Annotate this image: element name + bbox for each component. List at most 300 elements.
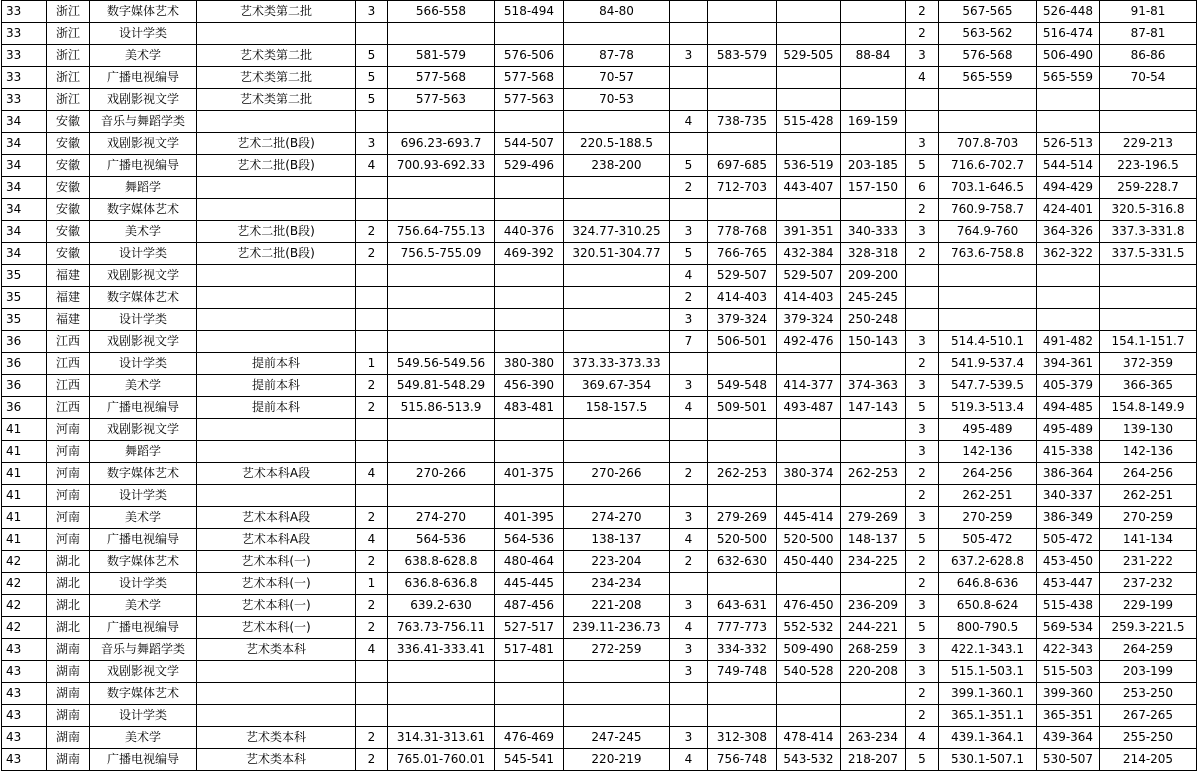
cell-rank-range-a (495, 309, 564, 331)
cell-province-code: 36 (2, 397, 47, 419)
cell-rank-range-a (495, 111, 564, 133)
cell-count-b: 2 (670, 463, 708, 485)
cell-specialty-range-a: 138-137 (564, 529, 670, 551)
cell-score-range-a: 581-579 (388, 45, 495, 67)
cell-score-range-b: 509-501 (708, 397, 777, 419)
cell-batch: 艺术本科A段 (197, 529, 356, 551)
cell-score-range-c: 646.8-636 (939, 573, 1037, 595)
cell-specialty-range-a: 84-80 (564, 1, 670, 23)
cell-specialty-range-b: 203-185 (841, 155, 906, 177)
cell-score-range-a (388, 441, 495, 463)
table-row (2, 441, 1197, 463)
cell-count-b: 4 (670, 397, 708, 419)
cell-count-c: 5 (906, 617, 939, 639)
cell-count-a: 4 (356, 639, 388, 661)
cell-specialty-range-b (841, 23, 906, 45)
cell-score-range-c: 565-559 (939, 67, 1037, 89)
cell-count-c: 3 (906, 419, 939, 441)
cell-specialty-range-b: 220-208 (841, 661, 906, 683)
cell-score-range-c: 142-136 (939, 441, 1037, 463)
cell-province: 安徽 (47, 243, 90, 265)
table-row (2, 529, 1197, 551)
cell-province: 江西 (47, 331, 90, 353)
cell-batch: 提前本科 (197, 375, 356, 397)
cell-count-c: 2 (906, 243, 939, 265)
cell-specialty-range-c: 139-130 (1100, 419, 1197, 441)
cell-specialty-range-c (1100, 309, 1197, 331)
cell-major: 数字媒体艺术 (90, 199, 197, 221)
cell-specialty-range-c: 142-136 (1100, 441, 1197, 463)
table-row (2, 463, 1197, 485)
cell-count-a: 2 (356, 397, 388, 419)
cell-province-code: 35 (2, 309, 47, 331)
cell-batch: 艺术类本科 (197, 639, 356, 661)
cell-specialty-range-c: 229-213 (1100, 133, 1197, 155)
table-row (2, 155, 1197, 177)
cell-specialty-range-a: 272-259 (564, 639, 670, 661)
cell-batch (197, 265, 356, 287)
cell-major: 数字媒体艺术 (90, 287, 197, 309)
cell-score-range-b: 334-332 (708, 639, 777, 661)
cell-count-c: 2 (906, 199, 939, 221)
cell-specialty-range-a: 70-53 (564, 89, 670, 111)
table-row (2, 397, 1197, 419)
cell-specialty-range-c: 253-250 (1100, 683, 1197, 705)
cell-province: 湖北 (47, 551, 90, 573)
table-row (2, 309, 1197, 331)
cell-rank-range-a (495, 661, 564, 683)
cell-rank-range-b (777, 23, 841, 45)
cell-rank-range-b: 529-507 (777, 265, 841, 287)
cell-count-b (670, 573, 708, 595)
cell-count-a (356, 331, 388, 353)
cell-province: 福建 (47, 265, 90, 287)
cell-count-c: 3 (906, 133, 939, 155)
cell-score-range-c: 650.8-624 (939, 595, 1037, 617)
cell-count-b: 3 (670, 309, 708, 331)
cell-province: 安徽 (47, 221, 90, 243)
cell-count-c: 3 (906, 331, 939, 353)
cell-count-a: 2 (356, 595, 388, 617)
cell-score-range-c: 422.1-343.1 (939, 639, 1037, 661)
cell-rank-range-c: 405-379 (1037, 375, 1100, 397)
cell-major: 广播电视编导 (90, 155, 197, 177)
cell-rank-range-b (777, 441, 841, 463)
cell-rank-range-c: 453-450 (1037, 551, 1100, 573)
cell-major: 数字媒体艺术 (90, 1, 197, 23)
cell-count-b (670, 419, 708, 441)
cell-province: 浙江 (47, 1, 90, 23)
cell-score-range-b: 632-630 (708, 551, 777, 573)
cell-score-range-b: 756-748 (708, 749, 777, 771)
cell-rank-range-b (777, 199, 841, 221)
cell-specialty-range-c: 141-134 (1100, 529, 1197, 551)
table-row (2, 67, 1197, 89)
cell-count-a: 5 (356, 89, 388, 111)
cell-rank-range-c: 453-447 (1037, 573, 1100, 595)
cell-score-range-c: 264-256 (939, 463, 1037, 485)
table-row (2, 111, 1197, 133)
cell-rank-range-a: 527-517 (495, 617, 564, 639)
cell-major: 舞蹈学 (90, 177, 197, 199)
cell-major: 广播电视编导 (90, 749, 197, 771)
cell-province-code: 34 (2, 177, 47, 199)
cell-rank-range-c: 491-482 (1037, 331, 1100, 353)
cell-score-range-b: 279-269 (708, 507, 777, 529)
cell-major: 设计学类 (90, 573, 197, 595)
cell-rank-range-a (495, 199, 564, 221)
cell-score-range-c (939, 287, 1037, 309)
cell-rank-range-c: 399-360 (1037, 683, 1100, 705)
cell-specialty-range-c: 255-250 (1100, 727, 1197, 749)
cell-score-range-a: 577-563 (388, 89, 495, 111)
cell-rank-range-a: 401-375 (495, 463, 564, 485)
cell-major: 设计学类 (90, 243, 197, 265)
cell-province: 安徽 (47, 111, 90, 133)
cell-rank-range-a: 445-445 (495, 573, 564, 595)
cell-specialty-range-a (564, 331, 670, 353)
cell-count-b: 2 (670, 287, 708, 309)
cell-count-c: 2 (906, 705, 939, 727)
cell-province: 浙江 (47, 89, 90, 111)
cell-specialty-range-b (841, 441, 906, 463)
cell-count-b: 3 (670, 661, 708, 683)
cell-rank-range-a (495, 683, 564, 705)
cell-batch (197, 419, 356, 441)
cell-score-range-a (388, 199, 495, 221)
cell-specialty-range-b: 218-207 (841, 749, 906, 771)
cell-specialty-range-c: 91-81 (1100, 1, 1197, 23)
cell-score-range-c: 563-562 (939, 23, 1037, 45)
cell-count-a (356, 705, 388, 727)
cell-count-c: 3 (906, 595, 939, 617)
cell-score-range-c (939, 265, 1037, 287)
cell-score-range-a: 577-568 (388, 67, 495, 89)
cell-specialty-range-b: 245-245 (841, 287, 906, 309)
cell-major: 设计学类 (90, 23, 197, 45)
cell-major: 设计学类 (90, 705, 197, 727)
cell-rank-range-a: 469-392 (495, 243, 564, 265)
cell-specialty-range-c: 154.1-151.7 (1100, 331, 1197, 353)
cell-rank-range-a: 401-395 (495, 507, 564, 529)
cell-score-range-a (388, 705, 495, 727)
cell-score-range-c: 707.8-703 (939, 133, 1037, 155)
cell-province-code: 42 (2, 617, 47, 639)
cell-province-code: 34 (2, 155, 47, 177)
table-row (2, 287, 1197, 309)
cell-count-c: 2 (906, 683, 939, 705)
cell-score-range-c: 716.6-702.7 (939, 155, 1037, 177)
cell-score-range-b (708, 89, 777, 111)
cell-specialty-range-b (841, 199, 906, 221)
cell-score-range-c: 262-251 (939, 485, 1037, 507)
cell-count-b (670, 133, 708, 155)
cell-province: 湖北 (47, 595, 90, 617)
cell-count-c: 5 (906, 529, 939, 551)
cell-count-c: 3 (906, 45, 939, 67)
cell-count-b: 2 (670, 551, 708, 573)
cell-rank-range-b: 540-528 (777, 661, 841, 683)
cell-score-range-b (708, 23, 777, 45)
cell-score-range-c: 515.1-503.1 (939, 661, 1037, 683)
cell-province: 浙江 (47, 23, 90, 45)
cell-specialty-range-b (841, 705, 906, 727)
admission-score-table (1, 0, 1197, 771)
cell-province-code: 36 (2, 375, 47, 397)
cell-rank-range-a (495, 441, 564, 463)
cell-province: 浙江 (47, 45, 90, 67)
cell-province: 湖北 (47, 617, 90, 639)
cell-rank-range-a (495, 265, 564, 287)
cell-score-range-b: 312-308 (708, 727, 777, 749)
cell-score-range-c (939, 309, 1037, 331)
cell-province-code: 43 (2, 683, 47, 705)
cell-major: 美术学 (90, 507, 197, 529)
cell-specialty-range-b: 148-137 (841, 529, 906, 551)
table-row (2, 419, 1197, 441)
cell-score-range-a (388, 287, 495, 309)
cell-score-range-c: 514.4-510.1 (939, 331, 1037, 353)
cell-count-b (670, 89, 708, 111)
cell-score-range-a: 566-558 (388, 1, 495, 23)
cell-rank-range-a: 480-464 (495, 551, 564, 573)
cell-score-range-b: 697-685 (708, 155, 777, 177)
cell-province: 福建 (47, 287, 90, 309)
cell-score-range-b (708, 573, 777, 595)
cell-major: 广播电视编导 (90, 67, 197, 89)
cell-rank-range-c: 506-490 (1037, 45, 1100, 67)
cell-province-code: 41 (2, 507, 47, 529)
cell-specialty-range-b: 234-225 (841, 551, 906, 573)
cell-rank-range-b: 450-440 (777, 551, 841, 573)
cell-count-c: 2 (906, 551, 939, 573)
cell-score-range-c: 505-472 (939, 529, 1037, 551)
cell-rank-range-c: 544-514 (1037, 155, 1100, 177)
cell-rank-range-a: 577-563 (495, 89, 564, 111)
cell-count-b: 4 (670, 265, 708, 287)
cell-major: 设计学类 (90, 309, 197, 331)
cell-rank-range-c: 494-429 (1037, 177, 1100, 199)
cell-major: 数字媒体艺术 (90, 551, 197, 573)
cell-rank-range-a: 456-390 (495, 375, 564, 397)
cell-score-range-c (939, 89, 1037, 111)
cell-score-range-a: 765.01-760.01 (388, 749, 495, 771)
cell-score-range-b (708, 441, 777, 463)
cell-batch: 艺术二批(B段) (197, 243, 356, 265)
cell-score-range-a: 314.31-313.61 (388, 727, 495, 749)
cell-rank-range-c: 526-448 (1037, 1, 1100, 23)
cell-specialty-range-c: 154.8-149.9 (1100, 397, 1197, 419)
cell-count-a: 5 (356, 45, 388, 67)
cell-count-a: 2 (356, 243, 388, 265)
table-row (2, 199, 1197, 221)
cell-province-code: 41 (2, 529, 47, 551)
cell-rank-range-a: 380-380 (495, 353, 564, 375)
table-row (2, 639, 1197, 661)
cell-score-range-c: 439.1-364.1 (939, 727, 1037, 749)
cell-specialty-range-c: 270-259 (1100, 507, 1197, 529)
cell-specialty-range-b (841, 89, 906, 111)
cell-rank-range-c: 424-401 (1037, 199, 1100, 221)
cell-province-code: 41 (2, 463, 47, 485)
cell-count-b (670, 1, 708, 23)
cell-specialty-range-b: 236-209 (841, 595, 906, 617)
cell-rank-range-b: 391-351 (777, 221, 841, 243)
cell-score-range-a: 564-536 (388, 529, 495, 551)
cell-rank-range-b: 379-324 (777, 309, 841, 331)
cell-batch: 艺术本科A段 (197, 507, 356, 529)
cell-province-code: 34 (2, 111, 47, 133)
cell-specialty-range-c: 223-196.5 (1100, 155, 1197, 177)
cell-score-range-a (388, 177, 495, 199)
cell-count-c: 2 (906, 463, 939, 485)
cell-batch (197, 485, 356, 507)
cell-province-code: 41 (2, 441, 47, 463)
cell-specialty-range-c (1100, 287, 1197, 309)
cell-rank-range-a (495, 331, 564, 353)
cell-specialty-range-b: 374-363 (841, 375, 906, 397)
table-row (2, 749, 1197, 771)
cell-score-range-b (708, 67, 777, 89)
cell-province: 湖南 (47, 639, 90, 661)
cell-specialty-range-a: 234-234 (564, 573, 670, 595)
cell-score-range-a: 274-270 (388, 507, 495, 529)
cell-score-range-c: 399.1-360.1 (939, 683, 1037, 705)
cell-major: 戏剧影视文学 (90, 265, 197, 287)
cell-count-b: 3 (670, 507, 708, 529)
cell-province: 河南 (47, 485, 90, 507)
cell-batch (197, 705, 356, 727)
cell-rank-range-c: 386-349 (1037, 507, 1100, 529)
cell-rank-range-b: 529-505 (777, 45, 841, 67)
cell-count-a (356, 111, 388, 133)
table-row (2, 551, 1197, 573)
table-row (2, 265, 1197, 287)
table-row (2, 617, 1197, 639)
cell-count-c: 5 (906, 749, 939, 771)
cell-count-a (356, 683, 388, 705)
cell-batch: 艺术类第二批 (197, 67, 356, 89)
cell-rank-range-a: 577-568 (495, 67, 564, 89)
table-row (2, 23, 1197, 45)
cell-rank-range-c (1037, 111, 1100, 133)
cell-count-a (356, 23, 388, 45)
cell-score-range-b (708, 199, 777, 221)
cell-rank-range-a (495, 419, 564, 441)
cell-score-range-a: 756.5-755.09 (388, 243, 495, 265)
cell-count-a: 2 (356, 375, 388, 397)
cell-rank-range-b (777, 705, 841, 727)
cell-specialty-range-a (564, 287, 670, 309)
cell-specialty-range-b: 88-84 (841, 45, 906, 67)
cell-score-range-b: 414-403 (708, 287, 777, 309)
cell-score-range-b (708, 353, 777, 375)
cell-rank-range-b (777, 1, 841, 23)
cell-batch: 艺术二批(B段) (197, 133, 356, 155)
cell-province-code: 41 (2, 485, 47, 507)
cell-score-range-a (388, 485, 495, 507)
cell-count-b (670, 199, 708, 221)
cell-rank-range-a: 487-456 (495, 595, 564, 617)
cell-major: 舞蹈学 (90, 441, 197, 463)
cell-specialty-range-b: 244-221 (841, 617, 906, 639)
cell-rank-range-b: 414-403 (777, 287, 841, 309)
cell-specialty-range-a (564, 265, 670, 287)
table-row (2, 375, 1197, 397)
table-row (2, 133, 1197, 155)
cell-rank-range-c: 365-351 (1037, 705, 1100, 727)
cell-rank-range-a: 517-481 (495, 639, 564, 661)
cell-specialty-range-a (564, 177, 670, 199)
cell-province-code: 36 (2, 331, 47, 353)
cell-count-b: 3 (670, 375, 708, 397)
cell-specialty-range-c: 231-222 (1100, 551, 1197, 573)
cell-specialty-range-c (1100, 89, 1197, 111)
cell-score-range-c: 763.6-758.8 (939, 243, 1037, 265)
cell-rank-range-b (777, 89, 841, 111)
cell-score-range-a: 549.81-548.29 (388, 375, 495, 397)
cell-score-range-b: 777-773 (708, 617, 777, 639)
cell-specialty-range-b: 262-253 (841, 463, 906, 485)
table-row (2, 573, 1197, 595)
cell-score-range-b: 643-631 (708, 595, 777, 617)
cell-specialty-range-b (841, 67, 906, 89)
cell-specialty-range-c: 264-259 (1100, 639, 1197, 661)
cell-major: 戏剧影视文学 (90, 661, 197, 683)
cell-count-c: 4 (906, 67, 939, 89)
cell-specialty-range-c: 320.5-316.8 (1100, 199, 1197, 221)
cell-batch: 艺术本科(一) (197, 551, 356, 573)
cell-major: 戏剧影视文学 (90, 331, 197, 353)
cell-province: 江西 (47, 375, 90, 397)
table-body (2, 1, 1197, 771)
cell-specialty-range-c: 259-228.7 (1100, 177, 1197, 199)
cell-rank-range-a (495, 177, 564, 199)
cell-rank-range-a (495, 287, 564, 309)
table-row (2, 221, 1197, 243)
cell-province: 河南 (47, 507, 90, 529)
cell-score-range-a (388, 331, 495, 353)
cell-count-a (356, 265, 388, 287)
cell-province: 河南 (47, 529, 90, 551)
cell-specialty-range-a (564, 441, 670, 463)
cell-specialty-range-a: 87-78 (564, 45, 670, 67)
cell-specialty-range-c: 337.5-331.5 (1100, 243, 1197, 265)
cell-specialty-range-a: 373.33-373.33 (564, 353, 670, 375)
cell-rank-range-b (777, 485, 841, 507)
cell-province: 江西 (47, 353, 90, 375)
cell-rank-range-c: 495-489 (1037, 419, 1100, 441)
cell-count-b (670, 683, 708, 705)
cell-province-code: 34 (2, 199, 47, 221)
cell-province-code: 42 (2, 573, 47, 595)
cell-major: 广播电视编导 (90, 617, 197, 639)
cell-batch: 艺术类第二批 (197, 1, 356, 23)
table-row (2, 353, 1197, 375)
cell-rank-range-b (777, 419, 841, 441)
cell-rank-range-a (495, 23, 564, 45)
cell-count-a: 2 (356, 507, 388, 529)
cell-province: 河南 (47, 441, 90, 463)
cell-count-b: 7 (670, 331, 708, 353)
cell-batch (197, 661, 356, 683)
table-row (2, 507, 1197, 529)
cell-specialty-range-a (564, 661, 670, 683)
cell-score-range-b: 520-500 (708, 529, 777, 551)
cell-province-code: 34 (2, 221, 47, 243)
cell-specialty-range-c: 267-265 (1100, 705, 1197, 727)
cell-specialty-range-a (564, 705, 670, 727)
